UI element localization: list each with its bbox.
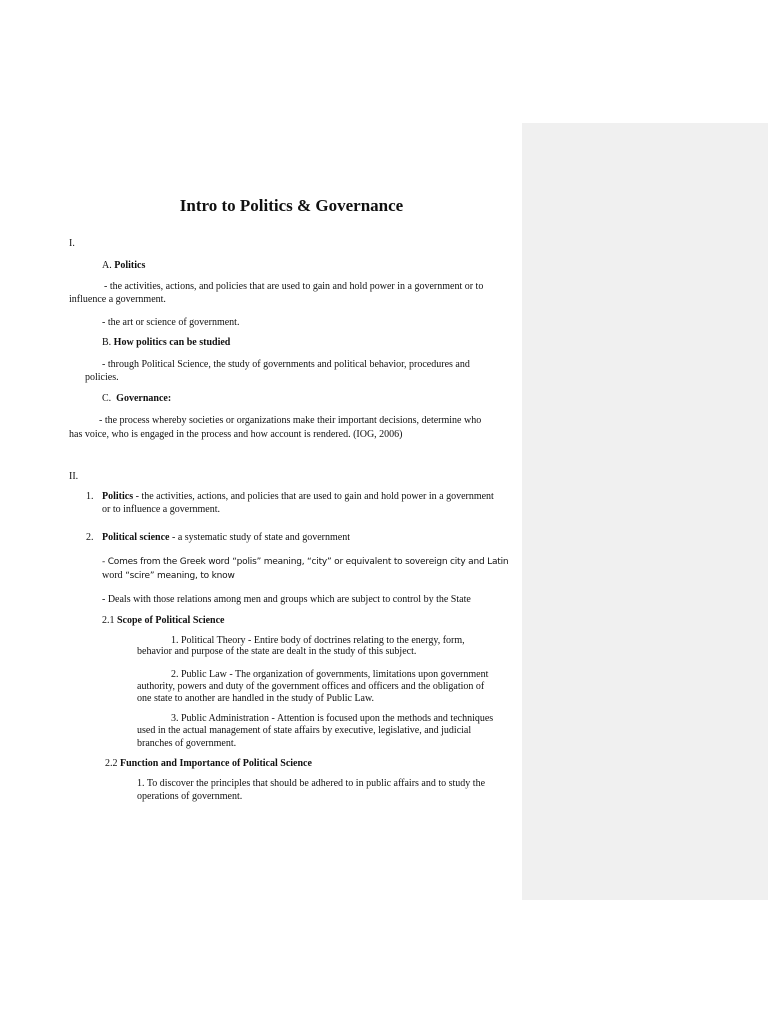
greek-origin-line-2: word “scire” meaning, to know: [102, 570, 235, 581]
greek-origin-line: - Comes from the Greek word “polis” meaning, “city” or equivalent to sovereign city and Latin: [102, 557, 509, 567]
paragraph-line: - the activities, actions, and policies that are used to gain and hold power in a government or to: [104, 281, 484, 292]
subheading-function: 2.2 Function and Importance of Political Science: [105, 758, 312, 769]
section-numeral-1: I.: [69, 238, 75, 249]
paragraph-line: - through Political Science, the study of governments and political behavior, procedures and: [102, 359, 470, 370]
list-number: 2.: [86, 532, 94, 543]
paragraph-line: one state to another are handled in the study of Public Law.: [137, 693, 375, 704]
paragraph-line: influence a government.: [69, 294, 166, 305]
paragraph-line: - the process whereby societies or organizations make their important decisions, determine who: [99, 415, 482, 426]
subheading-scope: 2.1 Scope of Political Science: [102, 615, 225, 626]
list-number: 1.: [86, 491, 94, 502]
paragraph-line: 3. Public Administration - Attention is focused upon the methods and techniques: [171, 713, 494, 724]
paragraph-line: behavior and purpose of the state are dealt in the study of this subject.: [137, 646, 417, 657]
paragraph-line: or to influence a government.: [102, 504, 221, 515]
list-item-political-science: Political science - a systematic study of state and government: [102, 532, 350, 543]
paragraph-line: used in the actual management of state affairs by executive, legislative, and judicial: [137, 725, 472, 736]
heading-c: C. Governance:: [102, 393, 172, 404]
section-numeral-2: II.: [69, 471, 79, 482]
paragraph-line: authority, powers and duty of the government offices and officers and the obligation of: [137, 681, 485, 692]
comment-margin-panel: [522, 123, 768, 900]
heading-b: B. How politics can be studied: [102, 337, 231, 348]
paragraph-line: - the art or science of government.: [102, 317, 240, 328]
document-title: Intro to Politics & Governance: [179, 196, 404, 215]
paragraph-line: has voice, who is engaged in the process and how account is rendered. (IOG, 2006): [69, 429, 403, 440]
paragraph-line: - Deals with those relations among men and groups which are subject to control by the State: [102, 594, 471, 605]
paragraph-line: branches of government.: [137, 738, 237, 749]
paragraph-line: policies.: [85, 372, 119, 383]
paragraph-line: 2. Public Law - The organization of governments, limitations upon government: [171, 669, 489, 680]
paragraph-line: 1. Political Theory - Entire body of doctrines relating to the energy, form,: [171, 635, 465, 646]
paragraph-line: operations of government.: [137, 791, 243, 802]
heading-a: A. Politics: [102, 260, 146, 271]
paragraph-line: 1. To discover the principles that should be adhered to in public affairs and to study the: [137, 778, 486, 789]
list-item-politics: Politics - the activities, actions, and policies that are used to gain and hold power in a government: [102, 491, 494, 502]
